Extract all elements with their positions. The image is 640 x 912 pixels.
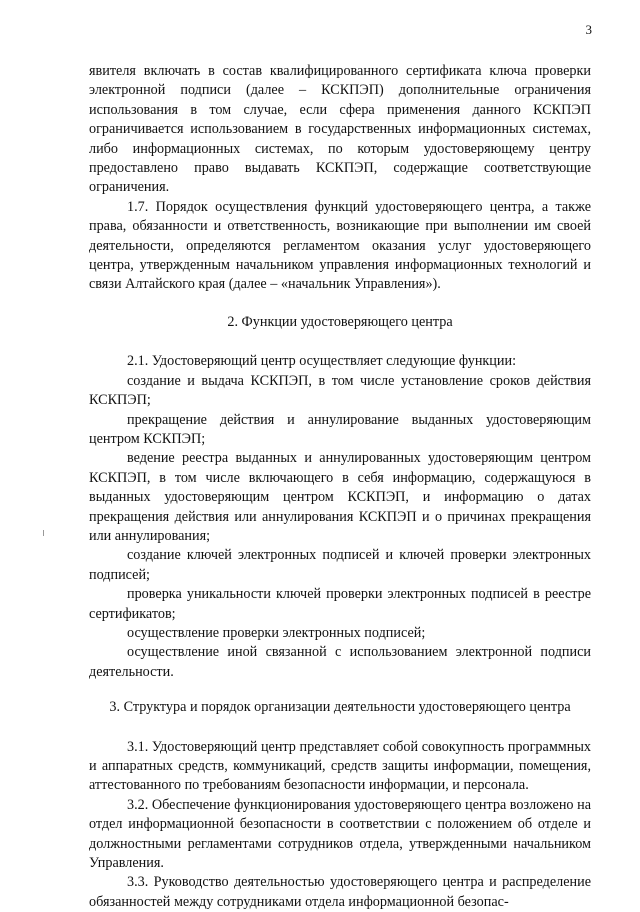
document-body	[89, 62, 591, 912]
list-item: создание и выдача КСКПЭП, в том числе установление сроков действия КСКПЭП;	[89, 372, 591, 409]
list-item: создание ключей электронных подписей и ключей проверки электронных подписей;	[89, 547, 591, 583]
list-item: осуществление иной связанной с использованием электронной подписи деятельности.	[89, 644, 591, 680]
section-heading: 3. Структура и порядок организации деятельности удостоверяющего центра	[109, 699, 571, 716]
list-item: прекращение действия и аннулирование выданных удостоверяющим центром КСКПЭП;	[89, 411, 591, 447]
list-item: осуществление проверки электронных подписей;	[127, 624, 426, 641]
list-item: ведение реестра выданных и аннулированных удостоверяющим центром КСКПЭП, в том числе включающего в себя информацию, содержащуюся в выданных удостоверяющим центром КСКПЭП, и информацию о датах прекращения действия или аннулирования КСКПЭП и о причинах прекращения или аннулирования;	[89, 450, 591, 544]
list-item: проверка уникальности ключей проверки электронных подписей в реестре сертификатов;	[89, 586, 591, 622]
paragraph: 3.3. Руководство деятельностью удостоверяющего центра и распределение обязанностей между сотрудниками отдела информационной безопас-	[89, 874, 591, 910]
page-number: 3	[585, 22, 592, 37]
paragraph: 1.7. Порядок осуществления функций удостоверяющего центра, а также права, обязанности и ответственность, возникающие при выполнении им своей деятельности, определяются регламентом оказания услуг удостоверяющего центра, утвержденным начальником управления информационных технологий и связи Алтайского края (далее – «начальник Управления»).	[89, 198, 591, 293]
paragraph: 2.1. Удостоверяющий центр осуществляет следующие функции:	[127, 353, 517, 370]
paragraph: 3.1. Удостоверяющий центр представляет собой совокупность программных и аппаратных средств, коммуникаций, средств защиты информации, помещения, аттестованного по требованиям безопасности информации, и персонала.	[89, 738, 591, 794]
paragraph: явителя включать в состав квалифицированного сертификата ключа проверки электронной подписи (далее – КСКПЭП) дополнительные ограничения использования в том случае, если сфера применения данного КСКПЭП ограничивается использованием в государственных информационных системах, либо информационных системах, по которым удостоверяющему центру предоставлено право выдавать КСКПЭП, содержащие соответствующие ограничения.	[89, 63, 591, 196]
margin-mark	[43, 530, 44, 536]
paragraph: 3.2. Обеспечение функционирования удостоверяющего центра возложено на отдел информационной безопасности в соответствии с положением об отделе и должностными регламентами сотрудников отдела, утвержденными начальником Управления.	[89, 796, 591, 872]
section-heading: 2. Функции удостоверяющего центра	[227, 313, 453, 330]
